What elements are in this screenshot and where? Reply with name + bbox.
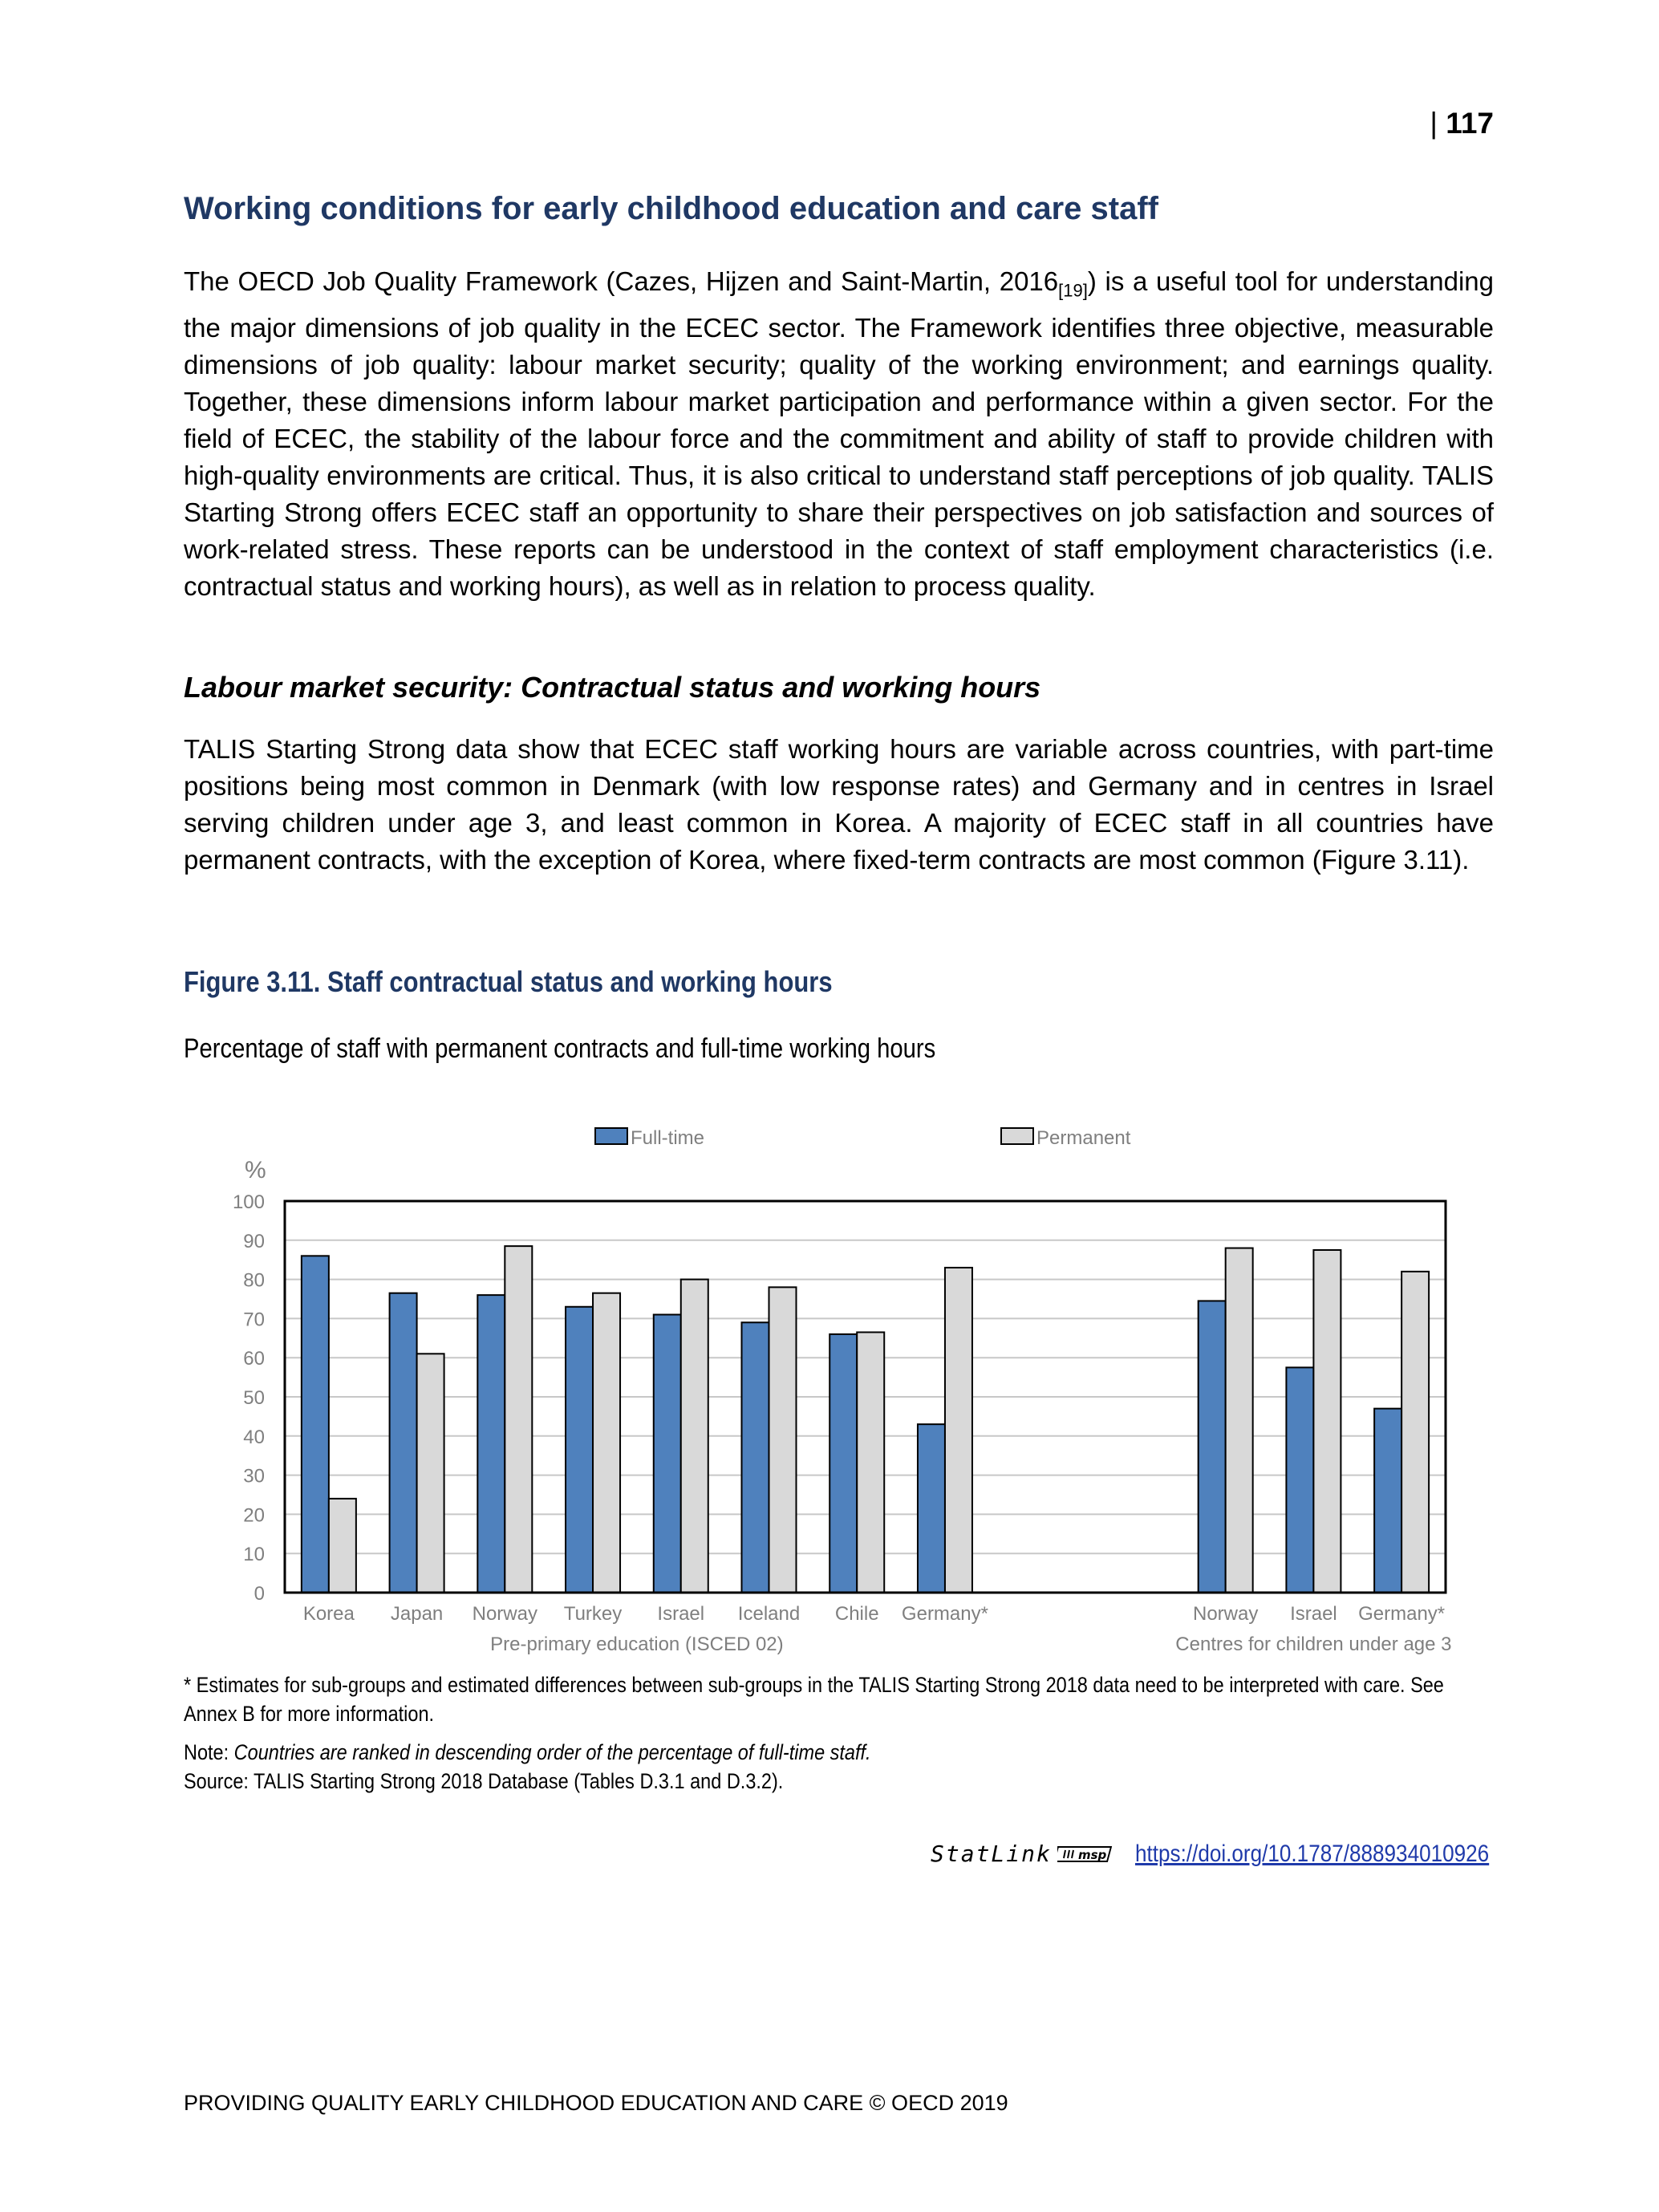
x-tick-label: Turkey: [563, 1603, 623, 1625]
statlink-label: StatLink: [931, 1841, 1052, 1867]
bar-permanent: [681, 1280, 708, 1593]
y-tick-label: 10: [243, 1544, 265, 1566]
ranking-note: [184, 1738, 1324, 1767]
y-tick-label: 90: [243, 1230, 265, 1252]
bar-permanent: [1226, 1248, 1253, 1593]
bar-permanent: [329, 1499, 356, 1593]
x-tick-label: Israel: [1290, 1603, 1337, 1625]
y-tick-label: 100: [232, 1191, 265, 1213]
bar-full-time: [302, 1256, 329, 1593]
citation-reference[interactable]: [19]: [1058, 280, 1088, 301]
note-text: Countries are ranked in descending order of the percentage of full-time staff.: [233, 1740, 871, 1764]
x-tick-label: Norway: [472, 1603, 537, 1625]
source-note: Source: TALIS Starting Strong 2018 Database (Tables D.3.1 and D.3.2).: [184, 1769, 784, 1793]
intro-paragraph-text: The OECD Job Quality Framework (Cazes, Hijzen and Saint-Martin, 2016: [184, 266, 1059, 296]
page-number-value: 117: [1446, 107, 1494, 140]
statlink-logo-text: msp: [1078, 1848, 1107, 1862]
intro-paragraph-text-cont: ) is a useful tool for understanding the major dimensions of job quality in the ECEC sector. The Framework identifies three objective, measurable dimensions of job quality: labour market security; quality of the working environment; and earnings quality. Together, these dimensions inform labour market participation and performance within a given sector. For the field of ECEC, the stability of the labour force and the commitment and ability of staff to provide children with high-quality environments are critical. Thus, it is also critical to understand staff perceptions of job quality. TALIS Starting Strong offers ECEC staff an opportunity to share their perspectives on job satisfaction and sources of work-related stress. These reports can be understood in the context of staff employment characteristics (i.e. contractual status and working hours), as well as in relation to process quality.: [184, 266, 1494, 601]
y-tick-label: 0: [254, 1583, 265, 1605]
figure-subtitle: Percentage of staff with permanent contracts and full-time working hours: [184, 1033, 936, 1064]
y-axis-unit: %: [245, 1157, 266, 1183]
x-tick-label: Iceland: [737, 1603, 801, 1625]
bar-permanent: [857, 1332, 884, 1593]
subsection-title: Labour market security: Contractual status and working hours: [184, 671, 1041, 704]
bar-permanent: [945, 1268, 972, 1593]
bar-permanent: [1401, 1272, 1429, 1593]
bar-full-time: [830, 1334, 857, 1593]
group-label: Pre-primary education (ISCED 02): [490, 1634, 784, 1655]
x-tick-label: Japan: [390, 1603, 444, 1625]
y-tick-label: 30: [243, 1465, 265, 1488]
x-tick-label: Korea: [302, 1603, 355, 1625]
page-number-separator: |: [1430, 107, 1438, 140]
x-tick-label: Israel: [657, 1603, 705, 1625]
bar-full-time: [1374, 1409, 1401, 1593]
page-footer: PROVIDING QUALITY EARLY CHILDHOOD EDUCATION AND CARE © OECD 2019: [184, 2091, 1008, 2115]
x-tick-label: Chile: [834, 1603, 879, 1625]
x-tick-label: Germany*: [1358, 1603, 1446, 1625]
legend-label: Full-time: [631, 1127, 705, 1149]
bar-full-time: [1286, 1367, 1313, 1593]
asterisk-note: * Estimates for sub-groups and estimated differences between sub-groups in the TALIS Starting Strong 2018 data need to be interpreted with care. See Annex B for more information.: [184, 1673, 1444, 1726]
y-tick-label: 80: [243, 1269, 265, 1292]
bar-full-time: [742, 1322, 769, 1593]
statlink-logo-icon: [1057, 1844, 1122, 1865]
x-tick-label: Norway: [1193, 1603, 1259, 1625]
legend-swatch: [1001, 1128, 1033, 1144]
y-tick-label: 20: [243, 1504, 265, 1527]
note-label: Note:: [184, 1740, 234, 1764]
group-label: Centres for children under age 3: [1175, 1634, 1452, 1655]
bar-permanent: [505, 1246, 532, 1593]
legend-label: Permanent: [1036, 1127, 1131, 1149]
bar-permanent: [769, 1287, 797, 1593]
bar-full-time: [1199, 1301, 1226, 1593]
y-tick-label: 60: [243, 1348, 265, 1370]
bar-full-time: [566, 1307, 593, 1593]
y-tick-label: 50: [243, 1387, 265, 1409]
bar-permanent: [1313, 1250, 1341, 1593]
section-title: Working conditions for early childhood education and care staff: [184, 191, 1158, 226]
bar-full-time: [654, 1315, 681, 1593]
bar-full-time: [918, 1424, 945, 1593]
bar-permanent: [593, 1293, 620, 1593]
figure-title: Figure 3.11. Staff contractual status and working hours: [184, 965, 833, 998]
bar-full-time: [390, 1293, 417, 1593]
x-tick-label: Germany*: [901, 1603, 988, 1625]
bar-full-time: [477, 1295, 505, 1593]
labour-paragraph: TALIS Starting Strong data show that ECEC staff working hours are variable across countries, with part-time positions being most common in Denmark (with low response rates) and Germany and in centres in Israel serving children under age 3, and least common in Korea. A majority of ECEC staff in all countries have permanent contracts, with the exception of Korea, where fixed-term contracts are most common (Figure 3.11).: [184, 734, 1494, 875]
y-tick-label: 40: [243, 1426, 265, 1448]
bar-permanent: [417, 1354, 444, 1593]
statlink-url[interactable]: https://doi.org/10.1787/888934010926: [1135, 1841, 1490, 1867]
y-tick-label: 70: [243, 1309, 265, 1331]
legend-swatch: [595, 1128, 627, 1144]
